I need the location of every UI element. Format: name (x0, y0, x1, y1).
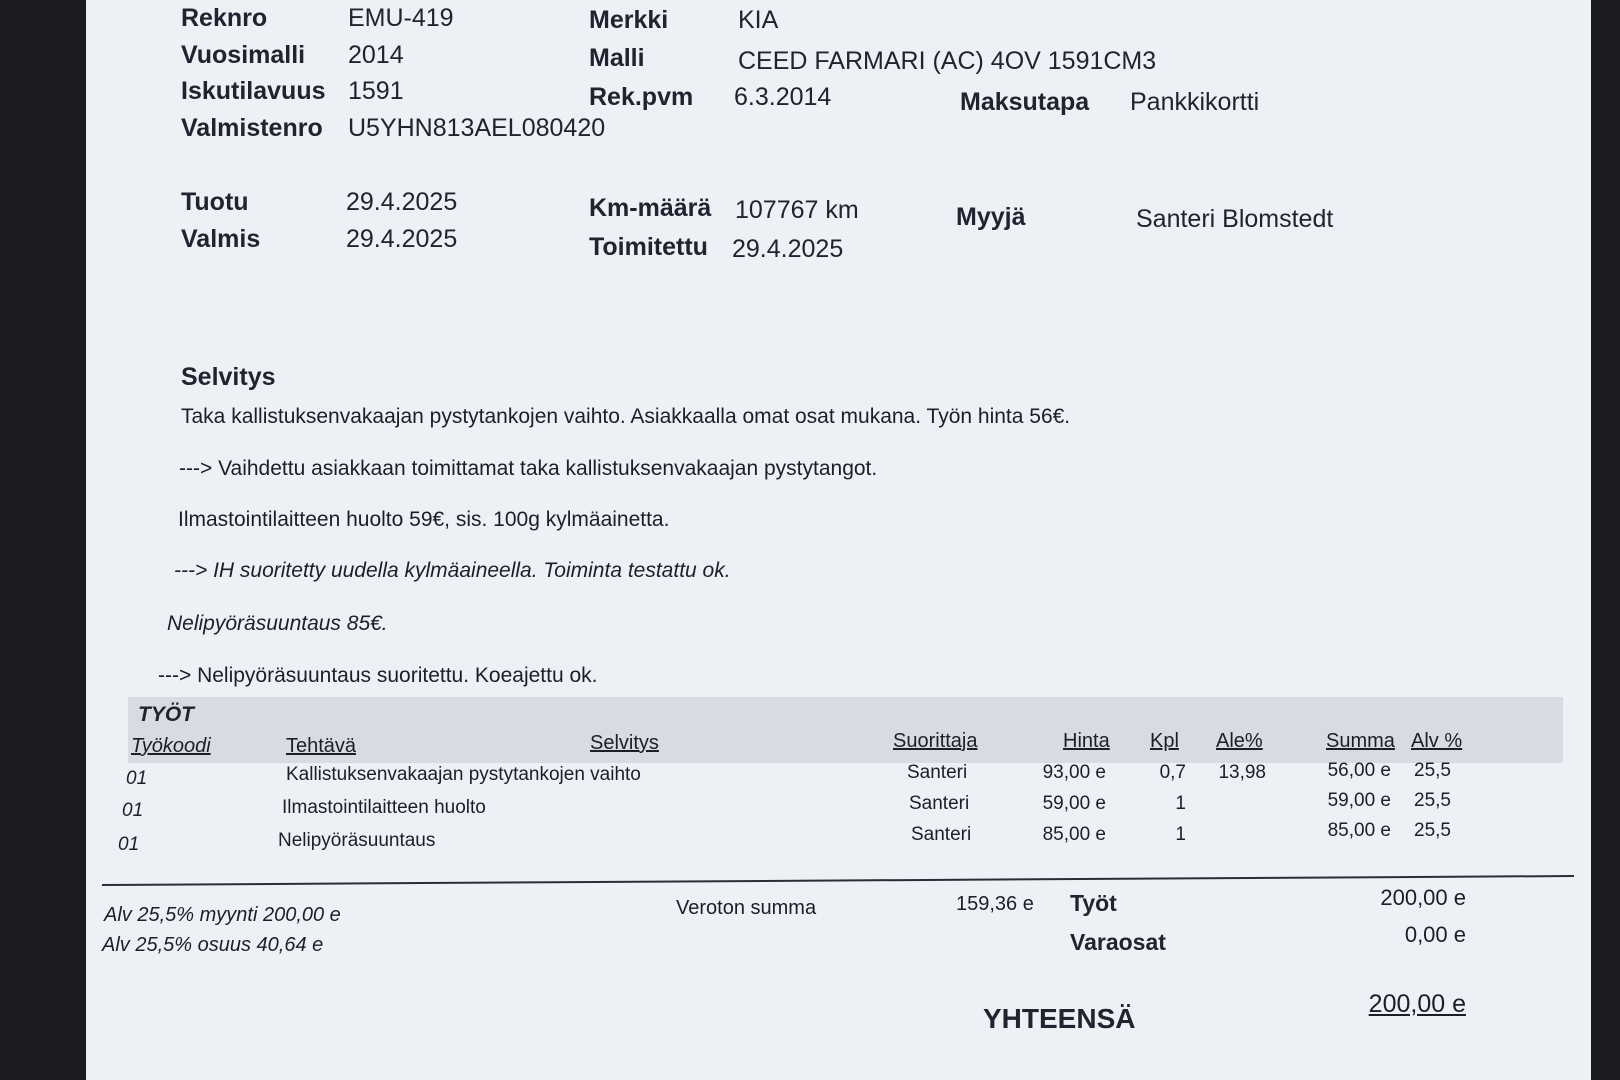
table-cell-kpl: 1 (1175, 793, 1186, 814)
km-label: Km-määrä (589, 194, 712, 222)
vuosimalli-value: 2014 (348, 41, 404, 69)
col-header-summa: Summa (1326, 730, 1395, 752)
table-cell-kpl: 1 (1175, 824, 1186, 845)
selvitys-title: Selvitys (181, 363, 276, 391)
km-value: 107767 km (735, 196, 859, 224)
col-header-selvitys: Selvitys (590, 732, 659, 754)
tuotu-label: Tuotu (181, 188, 249, 216)
description-line: ---> Vaihdettu asiakkaan toimittamat taka kallistuksenvakaajan pystytangot. (179, 457, 878, 480)
yhteensa-value: 200,00 e (1368, 990, 1466, 1018)
alv-myynti: Alv 25,5% myynti 200,00 e (104, 904, 341, 926)
col-header-ale: Ale% (1216, 730, 1263, 752)
table-cell-suorittaja: Santeri (911, 824, 972, 845)
table-cell-summa: 59,00 e (1327, 790, 1391, 811)
myyja-label: Myyjä (956, 203, 1026, 231)
table-cell-summa: 56,00 e (1327, 760, 1391, 781)
col-header-hinta: Hinta (1063, 730, 1110, 752)
table-cell-hinta: 93,00 e (1042, 762, 1106, 783)
alv-osuus: Alv 25,5% osuus 40,64 e (102, 934, 324, 956)
tuotu-value: 29.4.2025 (346, 188, 458, 216)
table-cell-tyokoodi: 01 (126, 768, 148, 789)
maksutapa-value: Pankkikortti (1130, 88, 1260, 116)
table-cell-hinta: 85,00 e (1042, 824, 1106, 845)
maksutapa-label: Maksutapa (960, 88, 1090, 116)
toimitettu-value: 29.4.2025 (732, 235, 844, 263)
description-line: Nelipyöräsuuntaus 85€. (167, 612, 388, 635)
table-cell-alv: 25,5 (1414, 760, 1451, 781)
col-header-tyokoodi: Työkoodi (131, 735, 211, 757)
tyot-label: Työt (1070, 890, 1117, 916)
reknro-label: Reknro (181, 4, 268, 32)
tyot-value: 200,00 e (1380, 885, 1466, 910)
table-cell-tehtava: Kallistuksenvakaajan pystytankojen vaihto (286, 764, 641, 785)
veroton-value: 159,36 e (956, 893, 1034, 915)
description-line: Taka kallistuksenvakaajan pystytankojen vaihto. Asiakkaalla omat osat mukana. Työn hinta 56€. (181, 405, 1071, 428)
col-header-kpl: Kpl (1150, 730, 1179, 752)
table-cell-tehtava: Nelipyöräsuuntaus (278, 830, 436, 851)
varaosat-label: Varaosat (1070, 929, 1166, 955)
veroton-label: Veroton summa (676, 897, 817, 919)
description-line: Ilmastointilaitteen huolto 59€, sis. 100g kylmäainetta. (178, 508, 670, 531)
merkki-label: Merkki (589, 6, 669, 34)
description-line: ---> Nelipyöräsuuntaus suoritettu. Koeajettu ok. (158, 664, 598, 687)
table-cell-kpl: 0,7 (1159, 762, 1186, 783)
description-line: ---> IH suoritetty uudella kylmäaineella. Toiminta testattu ok. (174, 559, 731, 582)
col-header-alv: Alv % (1411, 730, 1463, 752)
table-cell-suorittaja: Santeri (907, 762, 968, 783)
col-header-suorittaja: Suorittaja (893, 730, 978, 752)
table-cell-tyokoodi: 01 (118, 834, 140, 855)
yhteensa-label: YHTEENSÄ (983, 1003, 1136, 1034)
toimitettu-label: Toimitettu (589, 233, 708, 261)
valmistenro-label: Valmistenro (181, 114, 323, 142)
valmis-label: Valmis (181, 225, 261, 253)
reknro-value: EMU-419 (348, 4, 454, 32)
table-cell-tyokoodi: 01 (122, 800, 144, 821)
varaosat-value: 0,00 e (1404, 922, 1466, 947)
myyja-value: Santeri Blomstedt (1136, 205, 1334, 233)
table-cell-tehtava: Ilmastointilaitteen huolto (282, 797, 486, 818)
table-cell-alv: 25,5 (1414, 820, 1451, 841)
table-cell-ale: 13,98 (1218, 762, 1266, 783)
malli-label: Malli (589, 44, 645, 72)
iskutilavuus-value: 1591 (348, 77, 404, 105)
merkki-value: KIA (738, 6, 779, 34)
invoice-paper (86, 0, 1591, 1080)
rekpvm-value: 6.3.2014 (734, 83, 832, 111)
table-cell-alv: 25,5 (1414, 790, 1451, 811)
valmistenro-value: U5YHN813AEL080420 (348, 114, 606, 142)
table-cell-summa: 85,00 e (1327, 820, 1391, 841)
valmis-value: 29.4.2025 (346, 225, 458, 253)
col-header-tehtava: Tehtävä (286, 735, 357, 757)
iskutilavuus-label: Iskutilavuus (181, 77, 326, 105)
work-section-title: TYÖT (138, 703, 194, 726)
table-cell-suorittaja: Santeri (909, 793, 970, 814)
vuosimalli-label: Vuosimalli (181, 41, 306, 69)
rekpvm-label: Rek.pvm (589, 83, 694, 111)
malli-value: CEED FARMARI (AC) 4OV 1591CM3 (738, 47, 1157, 75)
table-cell-hinta: 59,00 e (1042, 793, 1106, 814)
